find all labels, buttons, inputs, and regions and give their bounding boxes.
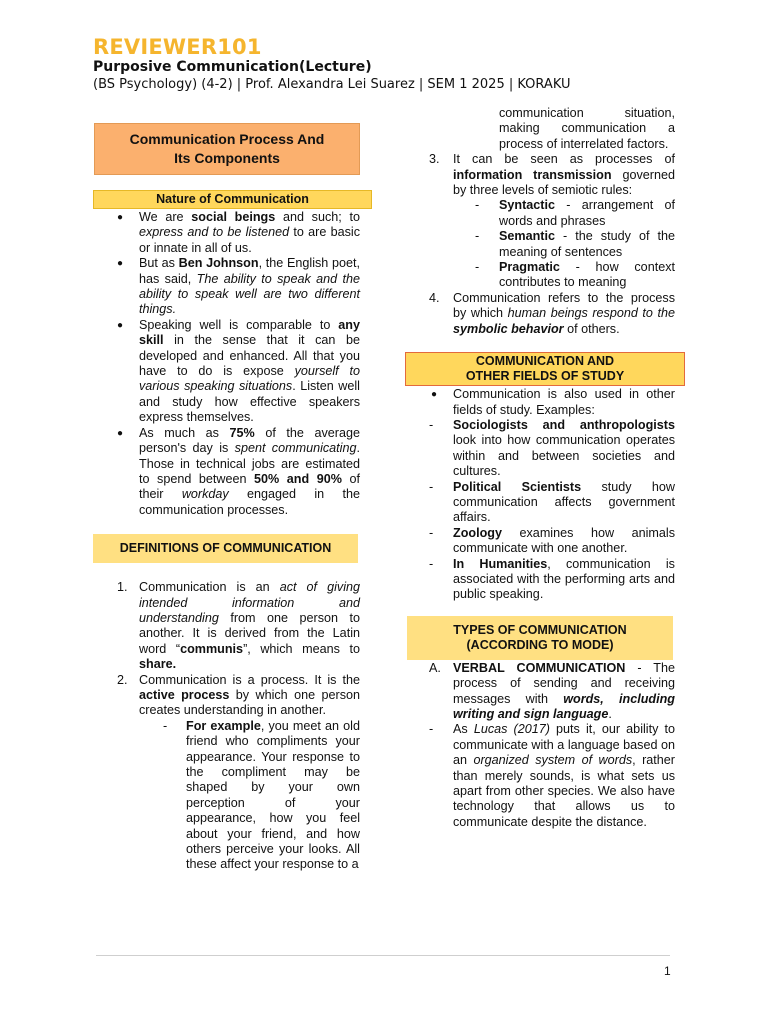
- page-number: 1: [664, 964, 671, 978]
- main-title-box: [94, 123, 360, 175]
- nature-item-1: ● We are social beings and such; to express and to be listened to are basic or innate in all of us.: [139, 210, 360, 256]
- type-verbal: A. VERBAL COMMUNICATION - The process of sending and receiving messages with words, including writing and sign language.: [429, 660, 675, 721]
- definition-item-2: 2. Communication is a process. It is the active process by which one person creates understanding in another.: [117, 672, 360, 718]
- nature-heading: Nature of Communication: [93, 190, 372, 209]
- nature-item-3: ● Speaking well is comparable to any skill in the sense that it can be developed and enhanced. All that you have to do is expose yourself to various speaking situations. Listen well and study how effective speakers express themselves.: [139, 318, 360, 426]
- definition-item-1: 1. Communication is an act of giving intended information and understanding from one person to another. It is derived from the Latin word “communis”, which means to share.: [117, 580, 360, 672]
- semiotic-syntactic: - Syntactic - arrangement of words and phrases: [475, 198, 675, 228]
- types-heading-line-1: TYPES OF COMMUNICATION: [453, 622, 627, 637]
- definition-subitem-example: - For example, you meet an old friend who compliments your appearance. Your response to the compliment may be shaped by your own perception of your appearance, how you feel about your friend, and how others perceive your looks. All these affect your response to a: [163, 718, 360, 872]
- footer-divider: [96, 955, 670, 956]
- semiotic-semantic: - Semantic - the study of the meaning of sentences: [475, 229, 675, 259]
- semiotic-rules-list: [475, 198, 675, 290]
- definition-item-4: 4. Communication refers to the process by which human beings respond to the symbolic behavior of others.: [429, 290, 675, 336]
- field-humanities: - In Humanities, communication is associated with the performing arts and public speaking.: [429, 556, 675, 602]
- field-political-science: - Political Scientists study how communication affects government affairs.: [429, 479, 675, 525]
- continued-text: communication situation, making communication a process of interrelated factors.: [499, 106, 675, 151]
- fields-intro: ● Communication is also used in other fields of study. Examples:: [453, 387, 675, 418]
- field-zoology: - Zoology examines how animals communicate with one another.: [429, 525, 675, 556]
- definitions-list: [93, 580, 360, 873]
- definitions-heading: DEFINITIONS OF COMMUNICATION: [93, 534, 358, 563]
- type-verbal-detail: - As Lucas (2017) puts it, our ability to communicate with a language based on an organized system of words, rather than merely sounds, is what sets us apart from other species. We also have technology that allows us to communicate despite the distance.: [429, 722, 675, 829]
- main-title-line-2: Its Components: [174, 150, 280, 166]
- fields-heading-line-1: COMMUNICATION AND: [475, 354, 615, 369]
- nature-item-2: ● But as Ben Johnson, the English poet, has said, The ability to speak and the ability to speak well are two different things.: [139, 256, 360, 318]
- nature-item-4: ● As much as 75% of the average person's day is spent communicating. Those in technical jobs are estimated to spend between 50% and 90% of their workday engaged in the communication processes.: [139, 426, 360, 518]
- main-title-line-1: Communication Process And: [129, 131, 325, 147]
- fields-heading: [405, 352, 685, 386]
- right-column: [405, 106, 675, 830]
- semiotic-pragmatic: - Pragmatic - how context contributes to meaning: [475, 260, 675, 290]
- nature-list: [93, 210, 360, 518]
- types-heading-line-2: (ACCORDING TO MODE): [466, 637, 614, 652]
- fields-heading-line-2: OTHER FIELDS OF STUDY: [465, 369, 625, 384]
- brand-title: REVIEWER101: [93, 35, 262, 59]
- types-list: [405, 661, 675, 830]
- document-header: [93, 35, 693, 93]
- course-title: Purposive Communication(Lecture): [93, 59, 372, 75]
- definition-item-3: 3. It can be seen as processes of information transmission governed by three levels of semiotic rules:: [429, 152, 675, 198]
- field-sociology: - Sociologists and anthropologists look into how communication operates within and between societies and cultures.: [429, 417, 675, 479]
- definitions-list-continued: [405, 152, 675, 337]
- fields-list: [405, 387, 675, 603]
- course-meta: (BS Psychology) (4-2) | Prof. Alexandra Lei Suarez | SEM 1 2025 | KORAKU: [93, 77, 571, 92]
- types-heading: [407, 616, 673, 660]
- left-column: [93, 120, 360, 873]
